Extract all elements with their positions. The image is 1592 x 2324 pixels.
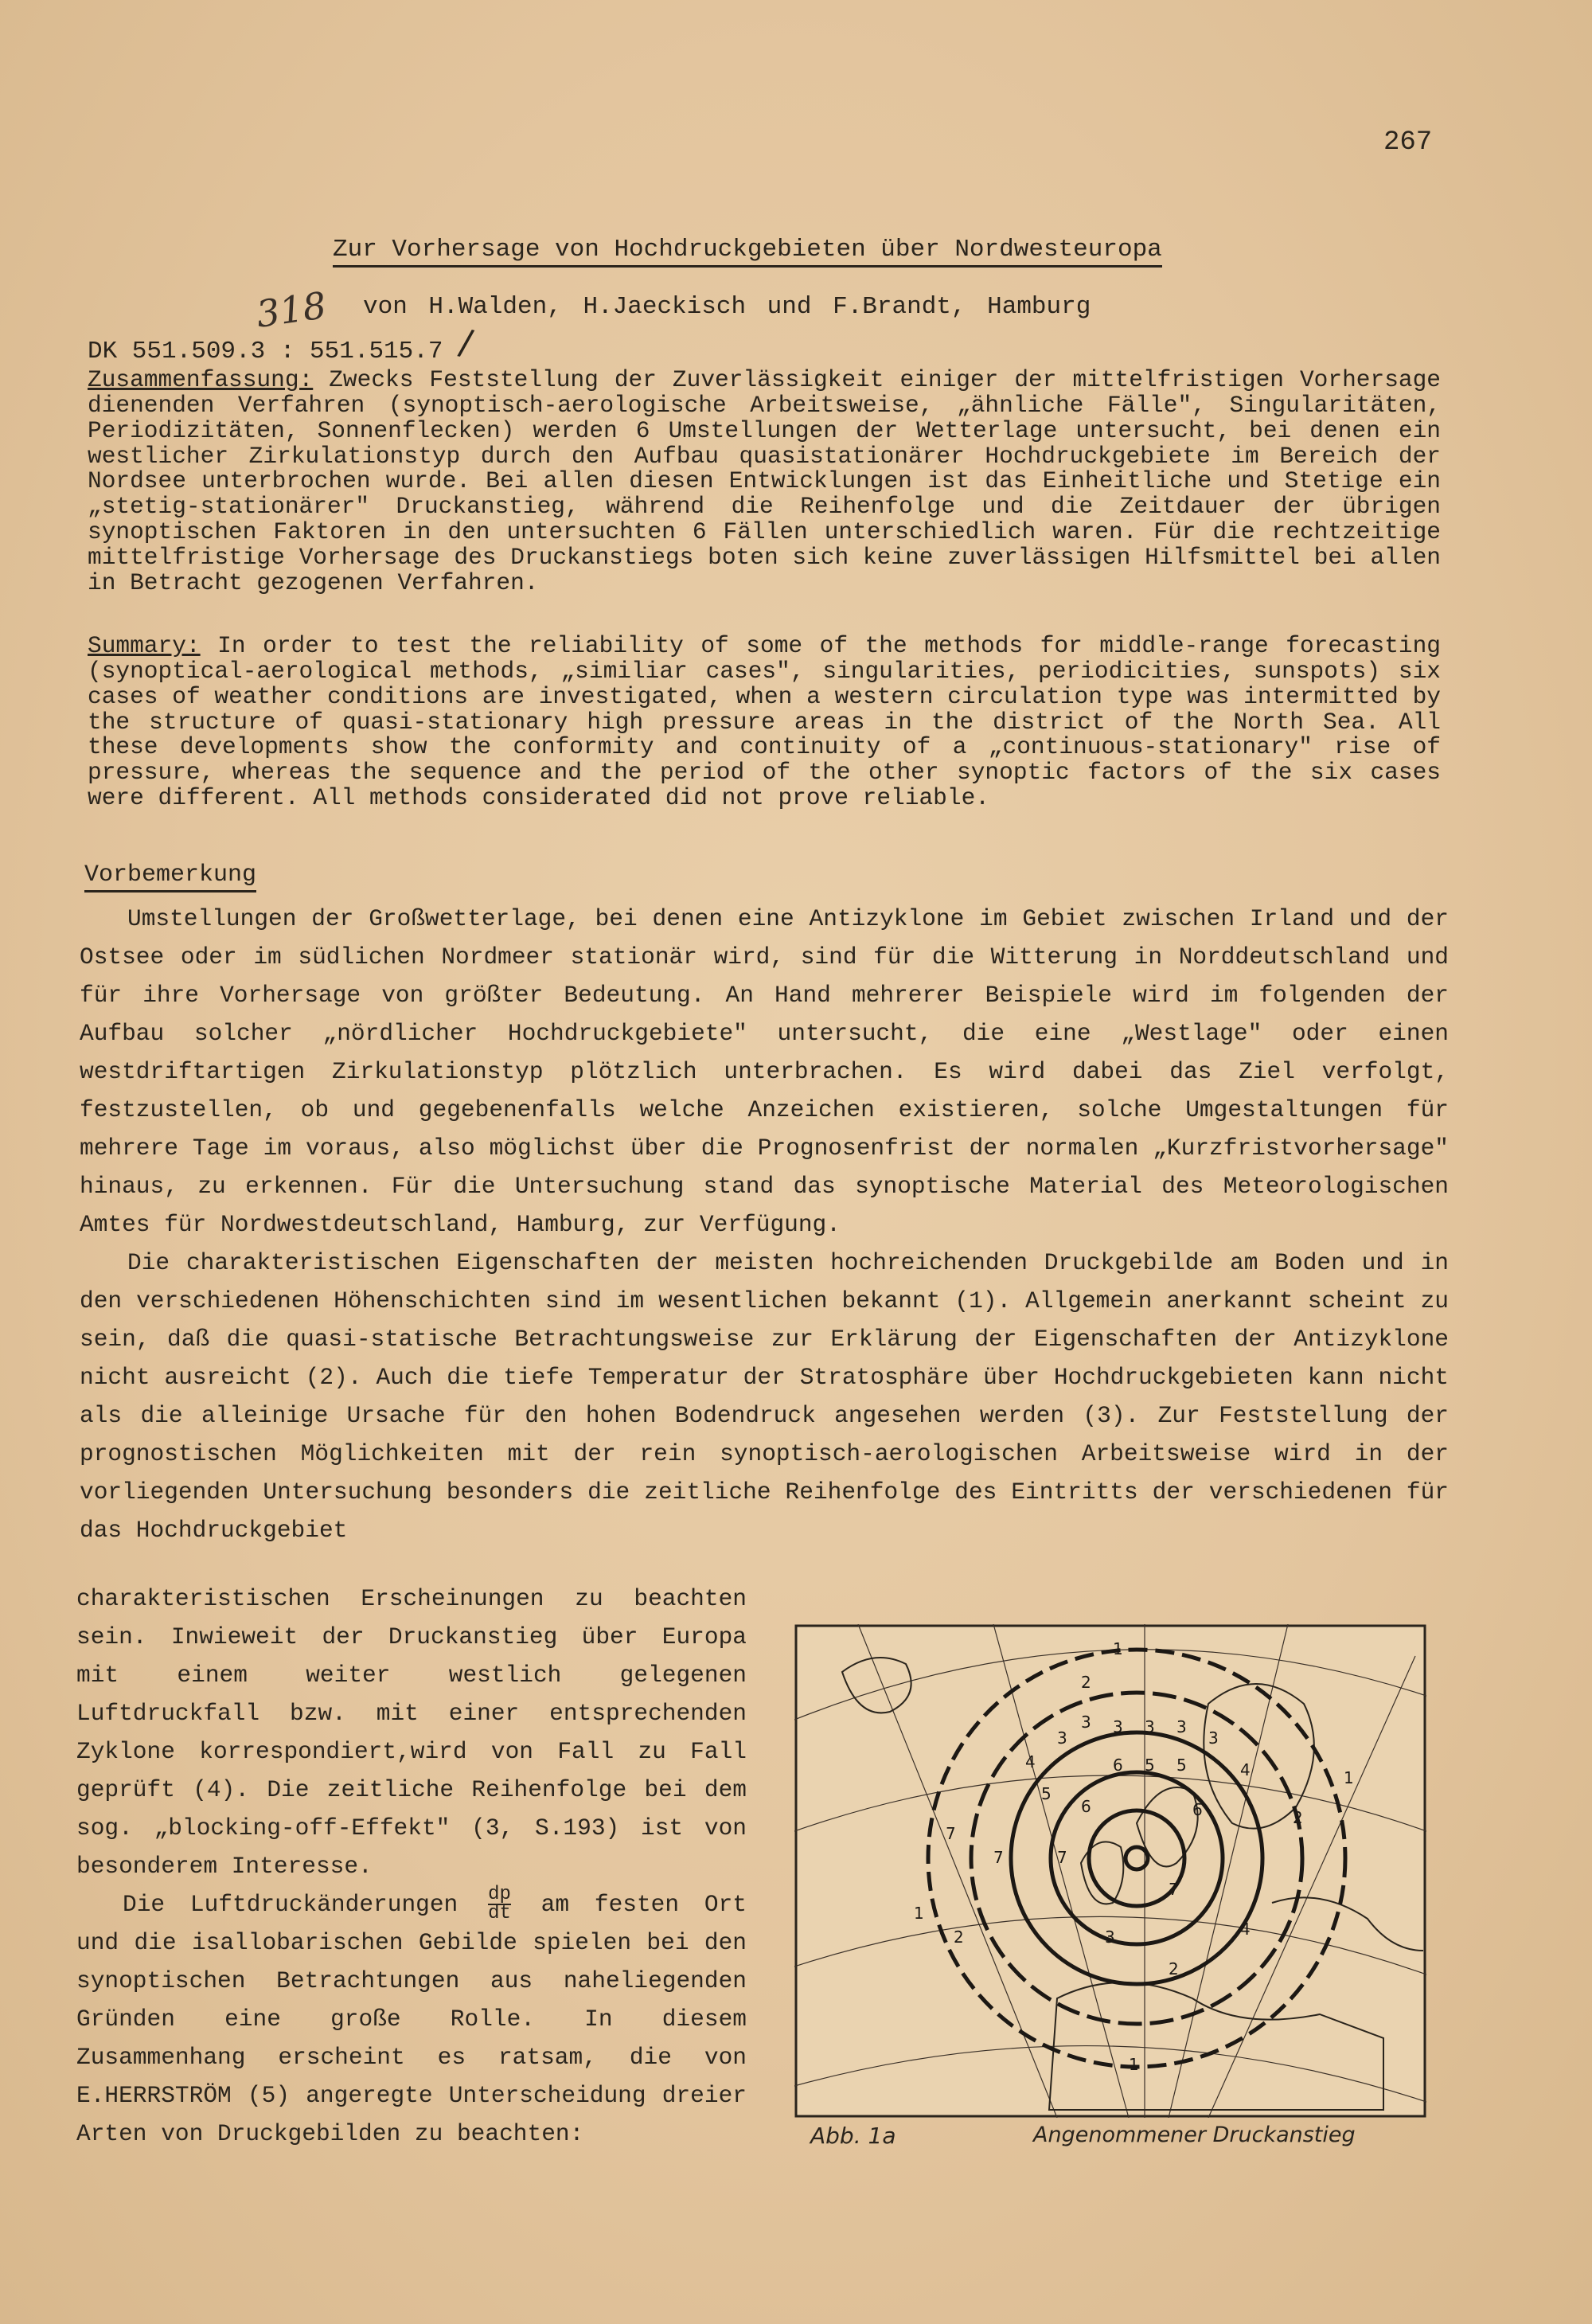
figure-caption — [810, 2123, 1415, 2158]
body-paragraphs — [80, 900, 1449, 1549]
page-number: 267 — [1383, 127, 1433, 158]
isallobar-label: 2 — [1293, 1808, 1303, 1827]
figure-caption-text: Angenommener Druckanstieg — [1033, 2123, 1356, 2147]
isallobar-label: 7 — [1169, 1880, 1179, 1899]
isallobar-label: 1 — [1129, 2055, 1139, 2074]
article-title: Zur Vorhersage von Hochdruckgebieten über Nordwesteuropa — [333, 236, 1162, 268]
isallobar-map-figure — [794, 1624, 1426, 2118]
section-heading: Vorbemerkung — [84, 861, 256, 892]
paragraph-2-continued: charakteristischen Erscheinungen zu beachten sein. Inwieweit der Druckanstieg über Europa mit einem weiter westlich gelegenen Luftdruckfall bzw. mit einer entsprechenden Zyklone korrespondiert,wird von Fall zu Fall geprüft (4). Die zeitliche Reihenfolge bei dem sog. „blocking-off-Effekt" (3, S.193) ist von besonderem Interesse. — [76, 1585, 747, 1880]
paragraph-3-start: Die Luftdruckänderungen — [123, 1891, 458, 1918]
isallobar-label: 5 — [1041, 1784, 1052, 1803]
isallobar-label: 3 — [1145, 1717, 1155, 1736]
isallobar-label: 7 — [993, 1848, 1004, 1867]
isallobar-label: 1 — [1344, 1768, 1354, 1787]
abstract-english-text: In order to test the reliability of some of the methods for middle-range forecasting (synoptical-aerological methods, „similiar cases", singularities, periodicities, sunspots) six cases of weather conditions are investigated, when a western circulation type was intermitted by the structure of quasi-stationary high pressure areas in the district of the North Sea. All these developments show the conformity and continuity of a „continuous-stationary" rise of pressure, whereas the sequence and the period of the other synoptic factors of the six cases were different. All methods considerated did not prove reliable. — [88, 632, 1442, 812]
dk-classification: DK 551.509.3 : 551.515.7 — [88, 338, 443, 365]
isallobar-label: 3 — [1113, 1717, 1123, 1736]
isallobar-label: 3 — [1105, 1928, 1115, 1947]
isallobar-label: 3 — [1057, 1728, 1067, 1748]
article-authors: von H.Walden, H.Jaeckisch und F.Brandt, Hamburg — [363, 293, 1091, 321]
handwritten-annotation: 318 — [253, 283, 330, 336]
isallobar-label: 1 — [914, 1904, 924, 1923]
paragraph-3-rest: am festen Ort und die isallobarischen Gebilde spielen bei den synoptischen Betrachtungen aus naheliegenden Gründen eine große Rolle. In diesem Zusammenhang erscheint es ratsam, die von E.HERRSTRÖM (5) angeregte Unterscheidung dreier Arten von Druckgebilden zu beachten: — [76, 1891, 747, 2147]
abstract-english-label: Summary: — [88, 632, 201, 659]
paragraph-2: Die charakteristischen Eigenschaften der meisten hochreichenden Druckgebilde am Boden und in den verschiedenen Höhenschichten sind im wesentlichen bekannt (1). Allgemein anerkannt scheint zu sein, daß die quasi-statische Betrachtungsweise zur Erklärung der Eigenschaften der Antizyklone nicht ausreicht (2). Auch die tiefe Temperatur der Stratosphäre über Hochdruckgebieten kann nicht als die alleinige Ursache für den hohen Bodendruck angesehen werden (3). Zur Feststellung der prognostischen Möglichkeiten mit der rein synoptisch-aerologischen Arbeitsweise wird in der vorliegenden Untersuchung besonders die zeitliche Reihenfolge des Eintritts der verschiedenen für das Hochdruckgebiet — [80, 1249, 1449, 1544]
abstract-german — [88, 368, 1441, 596]
figure-frame — [796, 1626, 1425, 2116]
fraction-numerator: dp — [488, 1884, 511, 1906]
abstract-english — [88, 634, 1441, 811]
isallobar-label: 6 — [1192, 1800, 1203, 1819]
isallobar-label: 3 — [1208, 1728, 1219, 1748]
isallobar-label: 6 — [1081, 1797, 1091, 1816]
isallobar-label: 4 — [1240, 1760, 1251, 1779]
isallobar-label: 3 — [1176, 1717, 1187, 1736]
isallobar-label: 6 — [1113, 1756, 1123, 1775]
figure-label: Abb. 1a — [810, 2123, 896, 2149]
isallobar-label: 2 — [1169, 1959, 1179, 1978]
isallobar-label: 4 — [1025, 1752, 1036, 1771]
checkmark-icon: / — [455, 322, 476, 364]
dp-dt-fraction — [488, 1886, 511, 1923]
fraction-denominator: dt — [488, 1903, 511, 1925]
isallobar-label: 2 — [1081, 1673, 1091, 1692]
isallobar-label: 2 — [954, 1928, 964, 1947]
isallobar-label: 3 — [1081, 1713, 1091, 1732]
isallobar-label: 7 — [1057, 1848, 1067, 1867]
abstract-german-label: Zusammenfassung: — [88, 366, 314, 393]
isallobar-label: 7 — [946, 1824, 956, 1843]
isallobar-label: 1 — [1113, 1639, 1123, 1658]
isallobar-label: 5 — [1176, 1756, 1187, 1775]
abstract-german-text: Zwecks Feststellung der Zuverlässigkeit einiger der mittelfristigen Vorhersage dienenden Verfahren (synoptisch-aerologische Arbeitsweise, „ähnliche Fälle", Singularitäten, Periodizitäten, Sonnenflecken) werden 6 Umstellungen der Wetterlage untersucht, bei denen ein westlicher Zirkulationstyp durch den Aufbau quasistationärer Hochdruckgebiete im Bereich der Nordsee unterbrochen wurde. Bei allen diesen Entwicklungen ist das Einheitliche und Stetige ein „stetig-stationärer" Druckanstieg, während die Reihenfolge und die Zeitdauer der übrigen synoptischen Faktoren in den untersuchten 6 Fällen unterschiedlich waren. Für die rechtzeitige mittelfristige Vorhersage des Druckanstiegs boten sich keine zuverlässigen Hilfsmittel bei allen in Betracht gezogenen Verfahren. — [88, 366, 1442, 596]
isallobar-label: 4 — [1240, 1920, 1251, 1939]
paragraph-1: Umstellungen der Großwetterlage, bei denen eine Antizyklone im Gebiet zwischen Irland und der Ostsee oder im südlichen Nordmeer stationär wird, sind für die Witterung in Norddeutschland und für ihre Vorhersage von größter Bedeutung. An Hand mehrerer Beispiele wird im folgenden der Aufbau solcher „nördlicher Hochdruckgebiete" untersucht, die eine „Westlage" oder einen westdriftartigen Zirkulationstyp plötzlich unterbrachen. Es wird dabei das Ziel verfolgt, festzustellen, ob und gegebenenfalls welche Anzeichen existieren, solche Umgestaltungen für mehrere Tage im voraus, also möglichst über die Prognosenfrist der normalen „Kurzfristvorhersage" hinaus, zu erkennen. Für die Untersuchung stand das synoptische Material des Meteorologischen Amtes für Nordwestdeutschland, Hamburg, zur Verfügung. — [80, 905, 1449, 1238]
isallobar-label: 5 — [1145, 1756, 1155, 1775]
left-column-text — [76, 1580, 747, 2153]
